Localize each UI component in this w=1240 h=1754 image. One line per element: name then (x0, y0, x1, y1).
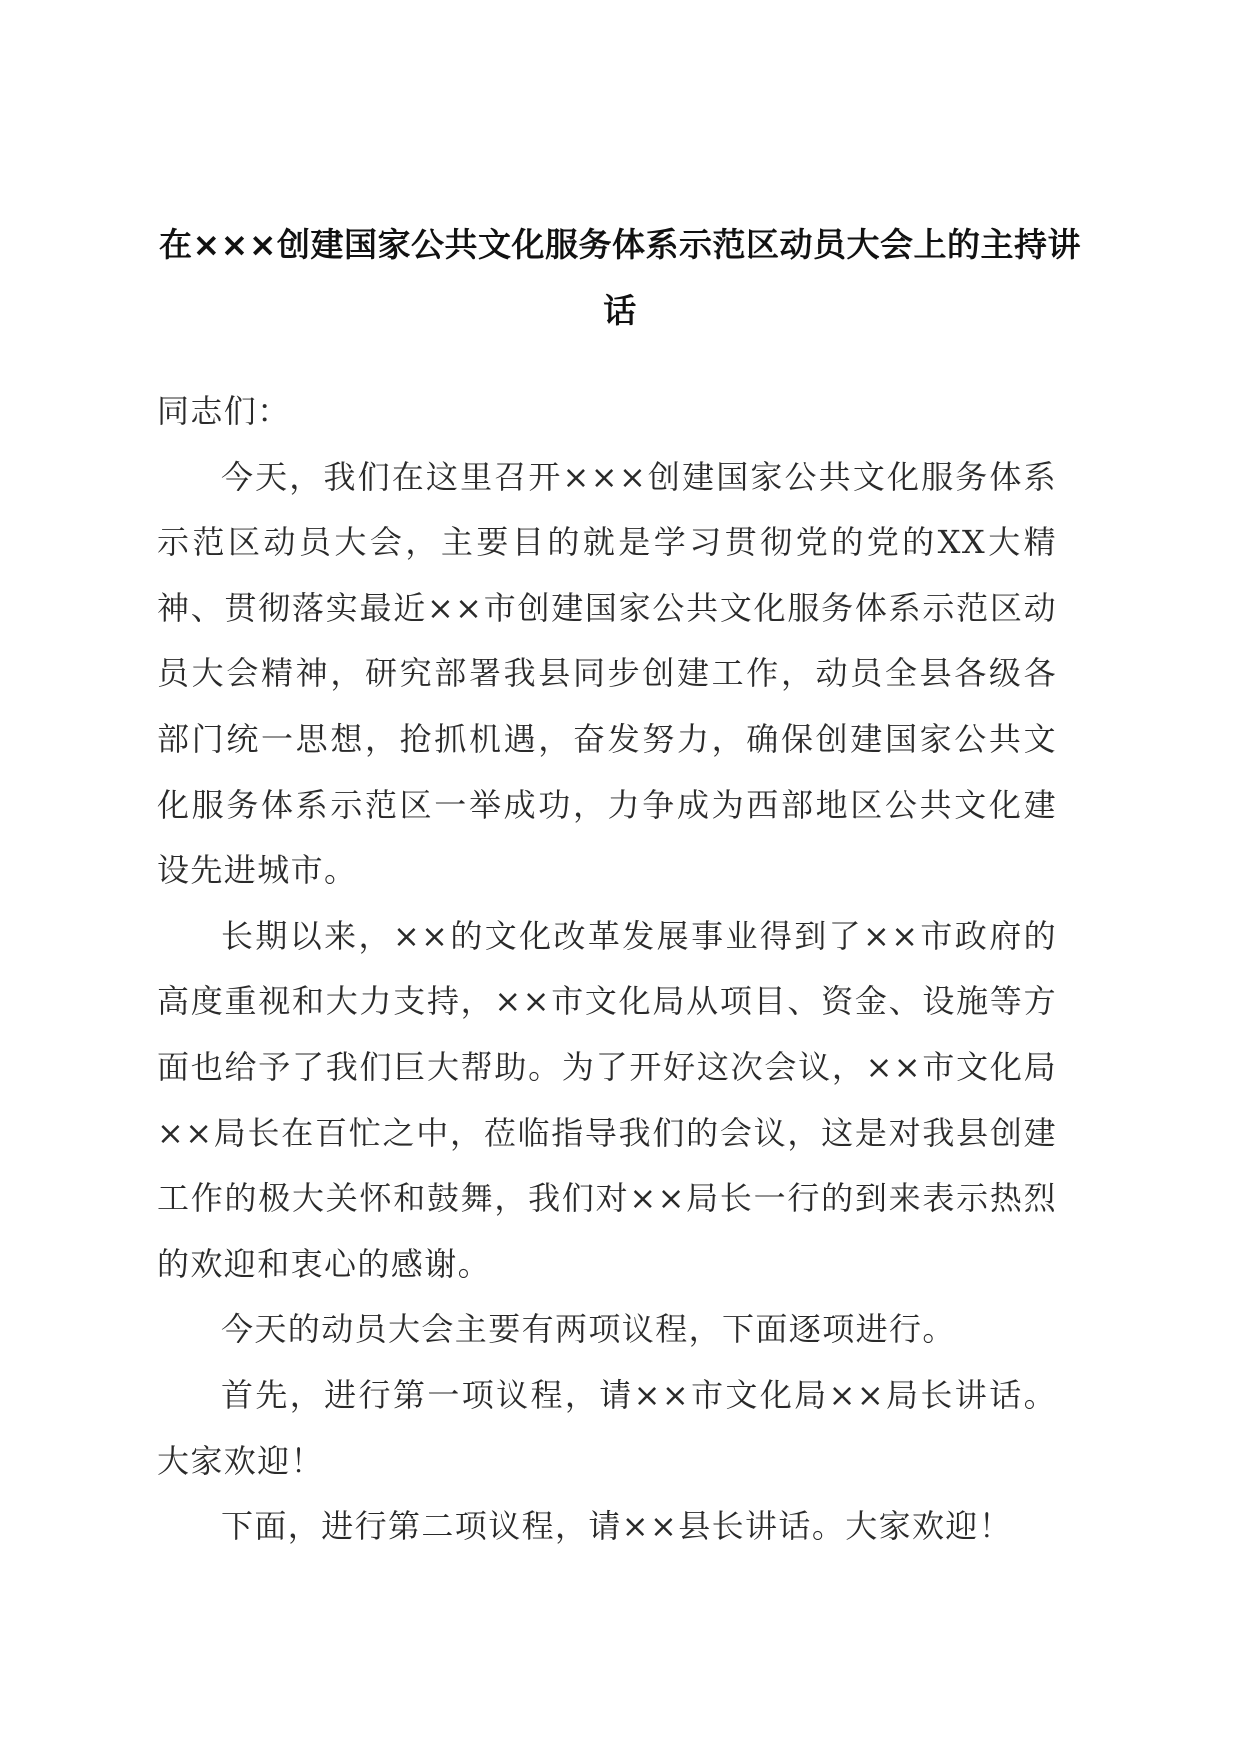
document-body (157, 379, 1057, 1560)
document-title: 在×××创建国家公共文化服务体系示范区动员大会上的主持讲话 (159, 225, 1081, 330)
paragraph-agenda: 今天的动员大会主要有两项议程，下面逐项进行。 (221, 1310, 956, 1349)
paragraph-agenda-item-2: 下面，进行第二项议程，请××县长讲话。大家欢迎！ (221, 1507, 1013, 1546)
paragraph-opening: 今天，我们在这里召开×××创建国家公共文化服务体系示范区动员大会，主要目的就是学习贯彻党的党的XX大精神、贯彻落实最近××市创建国家公共文化服务体系示范区动员大会精神，研究部署我县同步创建工作，动员全县各级各部门统一思想，抢抓机遇，奋发努力，确保创建国家公共文化服务体系示范区一举成功，力争成为西部地区公共文化建设先进城市。 (157, 457, 1057, 890)
salutation: 同志们： (157, 392, 291, 430)
paragraph-agenda-item-1: 首先，进行第一项议程，请××市文化局××局长讲话。大家欢迎！ (157, 1375, 1057, 1480)
paragraph-support: 长期以来，××的文化改革发展事业得到了××市政府的高度重视和大力支持，××市文化局从项目、资金、设施等方面也给予了我们巨大帮助。为了开好这次会议，××市文化局××局长在百忙之中，莅临指导我们的会议，这是对我县创建工作的极大关怀和鼓舞，我们对××局长一行的到来表示热烈的欢迎和衷心的感谢。 (157, 916, 1057, 1283)
